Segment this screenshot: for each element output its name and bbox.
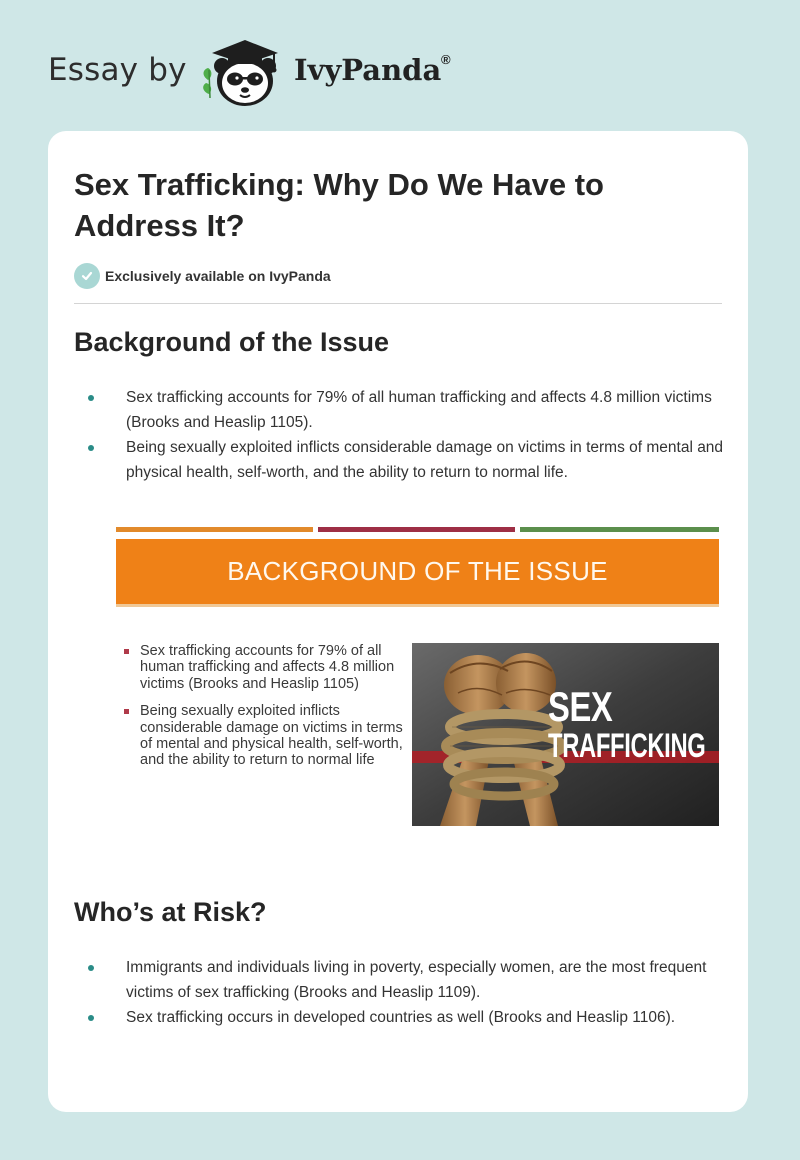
checkmark-icon (74, 263, 100, 289)
orange-bar (116, 527, 313, 532)
slide-bullet-list (140, 643, 408, 780)
slide-banner (116, 539, 719, 607)
slide-color-bars (116, 527, 719, 532)
trafficking-photo (412, 643, 719, 826)
list-item: Sex trafficking occurs in developed countries as well (Brooks and Heaslip 1106). (126, 1005, 726, 1030)
photo-caption-line2: TRAFFICKING (548, 727, 706, 765)
brand-prefix: Essay by (48, 52, 187, 88)
section-heading-background: Background of the Issue (74, 327, 390, 357)
section-heading-risk: Who’s at Risk? (74, 897, 267, 927)
background-bullet-list (126, 385, 726, 485)
list-item: Sex trafficking accounts for 79% of all human trafficking and affects 4.8 million victims (Brooks and Heaslip 1105) (140, 643, 408, 692)
registered-mark: ® (441, 52, 451, 67)
brand-name: IvyPanda (294, 53, 442, 87)
page-title: Sex Trafficking: Why Do We Have to Address It? (74, 167, 604, 243)
photo-caption-line1: SEX (548, 683, 613, 730)
list-item: Sex trafficking accounts for 79% of all human trafficking and affects 4.8 million victims (Brooks and Heaslip 1105). (126, 385, 726, 435)
brand-header (48, 36, 468, 108)
slide-image (116, 527, 719, 827)
panda-logo-icon (200, 36, 292, 108)
risk-bullet-list (126, 955, 726, 1030)
maroon-bar (318, 527, 515, 532)
green-bar (520, 527, 719, 532)
slide-banner-title: BACKGROUND OF THE ISSUE (227, 556, 608, 586)
list-item: Immigrants and individuals living in poverty, especially women, are the most frequent victims of sex trafficking (Brooks and Heaslip 1109). (126, 955, 726, 1005)
list-item: Being sexually exploited inflicts considerable damage on victims in terms of mental and physical health, self-worth, and the ability to return to normal life (140, 703, 408, 769)
divider (74, 303, 722, 304)
exclusive-badge (74, 263, 331, 289)
list-item: Being sexually exploited inflicts considerable damage on victims in terms of mental and physical health, self-worth, and the ability to return to normal life. (126, 435, 726, 485)
essay-card (48, 131, 748, 1112)
exclusive-label: Exclusively available on IvyPanda (105, 268, 331, 284)
